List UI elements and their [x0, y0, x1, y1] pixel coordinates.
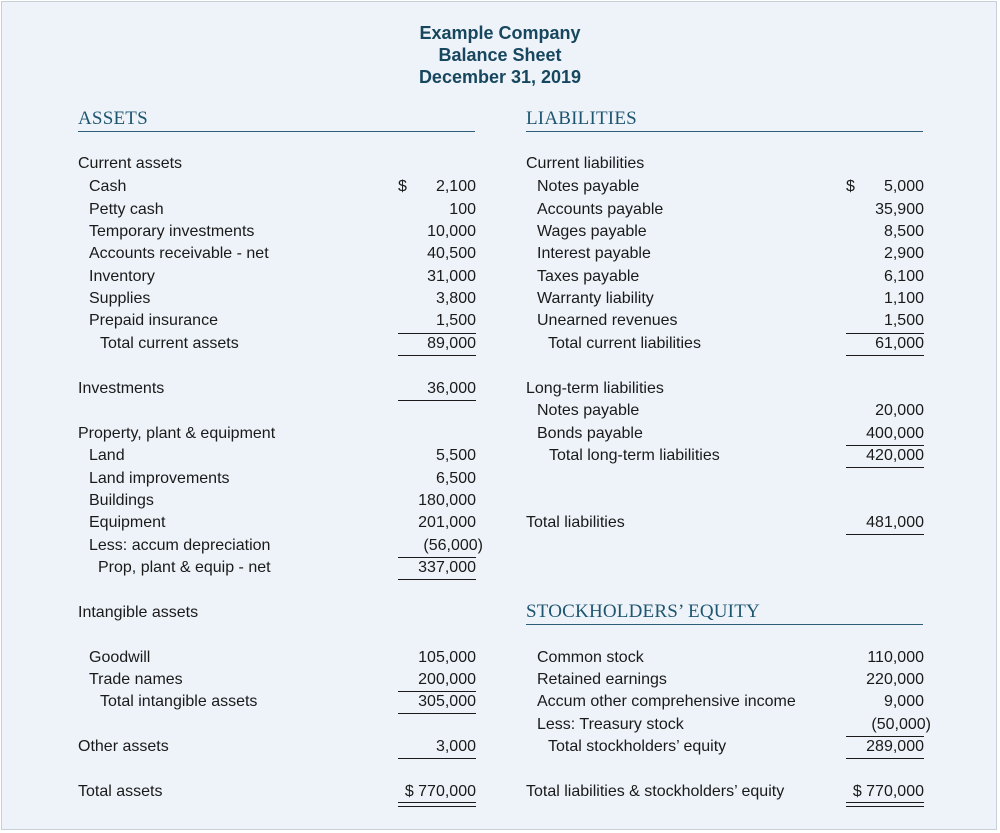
- statement-header: [0, 22, 1000, 88]
- asset-label: Less: accum depreciation: [89, 537, 271, 554]
- total-current-liabilities-amount: 61,000: [875, 335, 924, 352]
- assets-heading: ASSETS: [78, 108, 148, 129]
- liability-label: Wages payable: [537, 223, 647, 240]
- ppe-total-amount: 337,000: [418, 559, 476, 576]
- asset-label: Cash: [89, 178, 127, 195]
- asset-amount: 180,000: [418, 492, 476, 509]
- intangible-heading: Intangible assets: [78, 604, 199, 621]
- liability-label: Interest payable: [537, 245, 651, 262]
- total-assets-amount: $ 770,000: [404, 783, 476, 800]
- other-assets-label: Other assets: [78, 738, 169, 755]
- grand-total-amount: $ 770,000: [852, 783, 924, 800]
- total-rule: [846, 355, 924, 356]
- asset-label: Inventory: [89, 268, 155, 285]
- asset-amount: 200,000: [418, 671, 476, 688]
- intangible-total-amount: 305,000: [418, 693, 476, 710]
- investments-amount: 36,000: [427, 380, 476, 397]
- longterm-total-amount: 420,000: [866, 447, 924, 464]
- asset-label: Goodwill: [89, 649, 151, 666]
- liability-label: Warranty liability: [537, 290, 654, 307]
- statement-title: Balance Sheet: [438, 45, 562, 65]
- total-liabilities-label: Total liabilities: [526, 514, 625, 531]
- ppe-heading: Property, plant & equipment: [78, 425, 276, 442]
- asset-amount: (56,000): [423, 537, 483, 554]
- grand-total-label: Total liabilities & stockholders’ equity: [526, 783, 785, 800]
- liability-amount: 20,000: [875, 402, 924, 419]
- equity-label: Accum other comprehensive income: [537, 693, 796, 710]
- asset-amount: 100: [449, 201, 476, 218]
- liability-amount: 1,100: [883, 290, 924, 307]
- total-liabilities-amount: 481,000: [866, 514, 924, 531]
- total-rule: [398, 400, 476, 401]
- statement-date: December 31, 2019: [418, 67, 582, 87]
- total-current-assets-label: Total current assets: [100, 335, 239, 352]
- liability-amount: 8,500: [883, 223, 924, 240]
- asset-label: Buildings: [89, 492, 154, 509]
- liability-amount: 5,000: [883, 178, 924, 195]
- currency-symbol: $: [846, 178, 855, 195]
- liability-label: Notes payable: [537, 178, 640, 195]
- liability-label: Unearned revenues: [537, 312, 678, 329]
- liability-label: Bonds payable: [537, 425, 643, 442]
- equity-heading-rule: [526, 624, 923, 625]
- asset-amount: 10,000: [427, 223, 476, 240]
- equity-amount: (50,000): [871, 716, 931, 733]
- equity-amount: 110,000: [867, 649, 924, 666]
- liabilities-heading: LIABILITIES: [526, 108, 637, 129]
- equity-amount: 9,000: [883, 693, 924, 710]
- liability-label: Taxes payable: [537, 268, 640, 285]
- total-current-liabilities-label: Total current liabilities: [548, 335, 701, 352]
- liability-amount: 1,500: [883, 312, 924, 329]
- currency-symbol: $: [398, 178, 407, 195]
- asset-amount: 40,500: [427, 245, 476, 262]
- asset-amount: 6,500: [435, 470, 476, 487]
- equity-label: Retained earnings: [537, 671, 667, 688]
- asset-amount: 2,100: [435, 178, 476, 195]
- equity-total-label: Total stockholders’ equity: [548, 738, 727, 755]
- total-rule: [398, 579, 476, 580]
- asset-label: Trade names: [89, 671, 183, 688]
- total-current-assets-amount: 89,000: [427, 335, 476, 352]
- liability-amount: 35,900: [875, 201, 924, 218]
- total-rule: [846, 758, 924, 759]
- asset-amount: 1,500: [435, 312, 476, 329]
- total-rule: [398, 713, 476, 714]
- liabilities-heading-rule: [526, 131, 923, 132]
- current-liabilities-heading: Current liabilities: [526, 155, 645, 172]
- other-assets-amount: 3,000: [435, 738, 476, 755]
- total-assets-label: Total assets: [78, 783, 163, 800]
- equity-heading: STOCKHOLDERS’ EQUITY: [526, 601, 760, 622]
- liability-amount: 6,100: [883, 268, 924, 285]
- intangible-total-label: Total intangible assets: [100, 693, 258, 710]
- asset-label: Supplies: [89, 290, 151, 307]
- asset-amount: 3,800: [435, 290, 476, 307]
- longterm-total-label: Total long-term liabilities: [549, 447, 720, 464]
- equity-label: Common stock: [537, 649, 644, 666]
- asset-amount: 5,500: [435, 447, 476, 464]
- liability-amount: 400,000: [866, 425, 924, 442]
- asset-amount: 31,000: [427, 268, 476, 285]
- asset-label: Accounts receivable - net: [89, 245, 269, 262]
- asset-amount: 201,000: [418, 514, 476, 531]
- liability-label: Notes payable: [537, 402, 640, 419]
- double-underline: [846, 802, 924, 807]
- company-name: Example Company: [419, 23, 581, 43]
- liability-label: Accounts payable: [537, 201, 664, 218]
- investments-label: Investments: [78, 380, 165, 397]
- total-rule: [846, 467, 924, 468]
- total-rule: [398, 758, 476, 759]
- liability-amount: 2,900: [883, 245, 924, 262]
- asset-label: Land: [89, 447, 125, 464]
- equity-amount: 220,000: [866, 671, 924, 688]
- equity-total-amount: 289,000: [866, 738, 924, 755]
- asset-label: Equipment: [89, 514, 166, 531]
- double-underline: [398, 802, 476, 807]
- asset-label: Temporary investments: [89, 223, 255, 240]
- asset-label: Land improvements: [89, 470, 230, 487]
- asset-amount: 105,000: [418, 649, 476, 666]
- total-rule: [846, 534, 924, 535]
- total-rule: [398, 355, 476, 356]
- longterm-heading: Long-term liabilities: [526, 380, 664, 397]
- current-assets-heading: Current assets: [78, 155, 183, 172]
- assets-heading-rule: [78, 131, 475, 132]
- ppe-total-label: Prop, plant & equip - net: [98, 559, 271, 576]
- equity-label: Less: Treasury stock: [537, 716, 684, 733]
- asset-label: Prepaid insurance: [89, 312, 218, 329]
- asset-label: Petty cash: [89, 201, 164, 218]
